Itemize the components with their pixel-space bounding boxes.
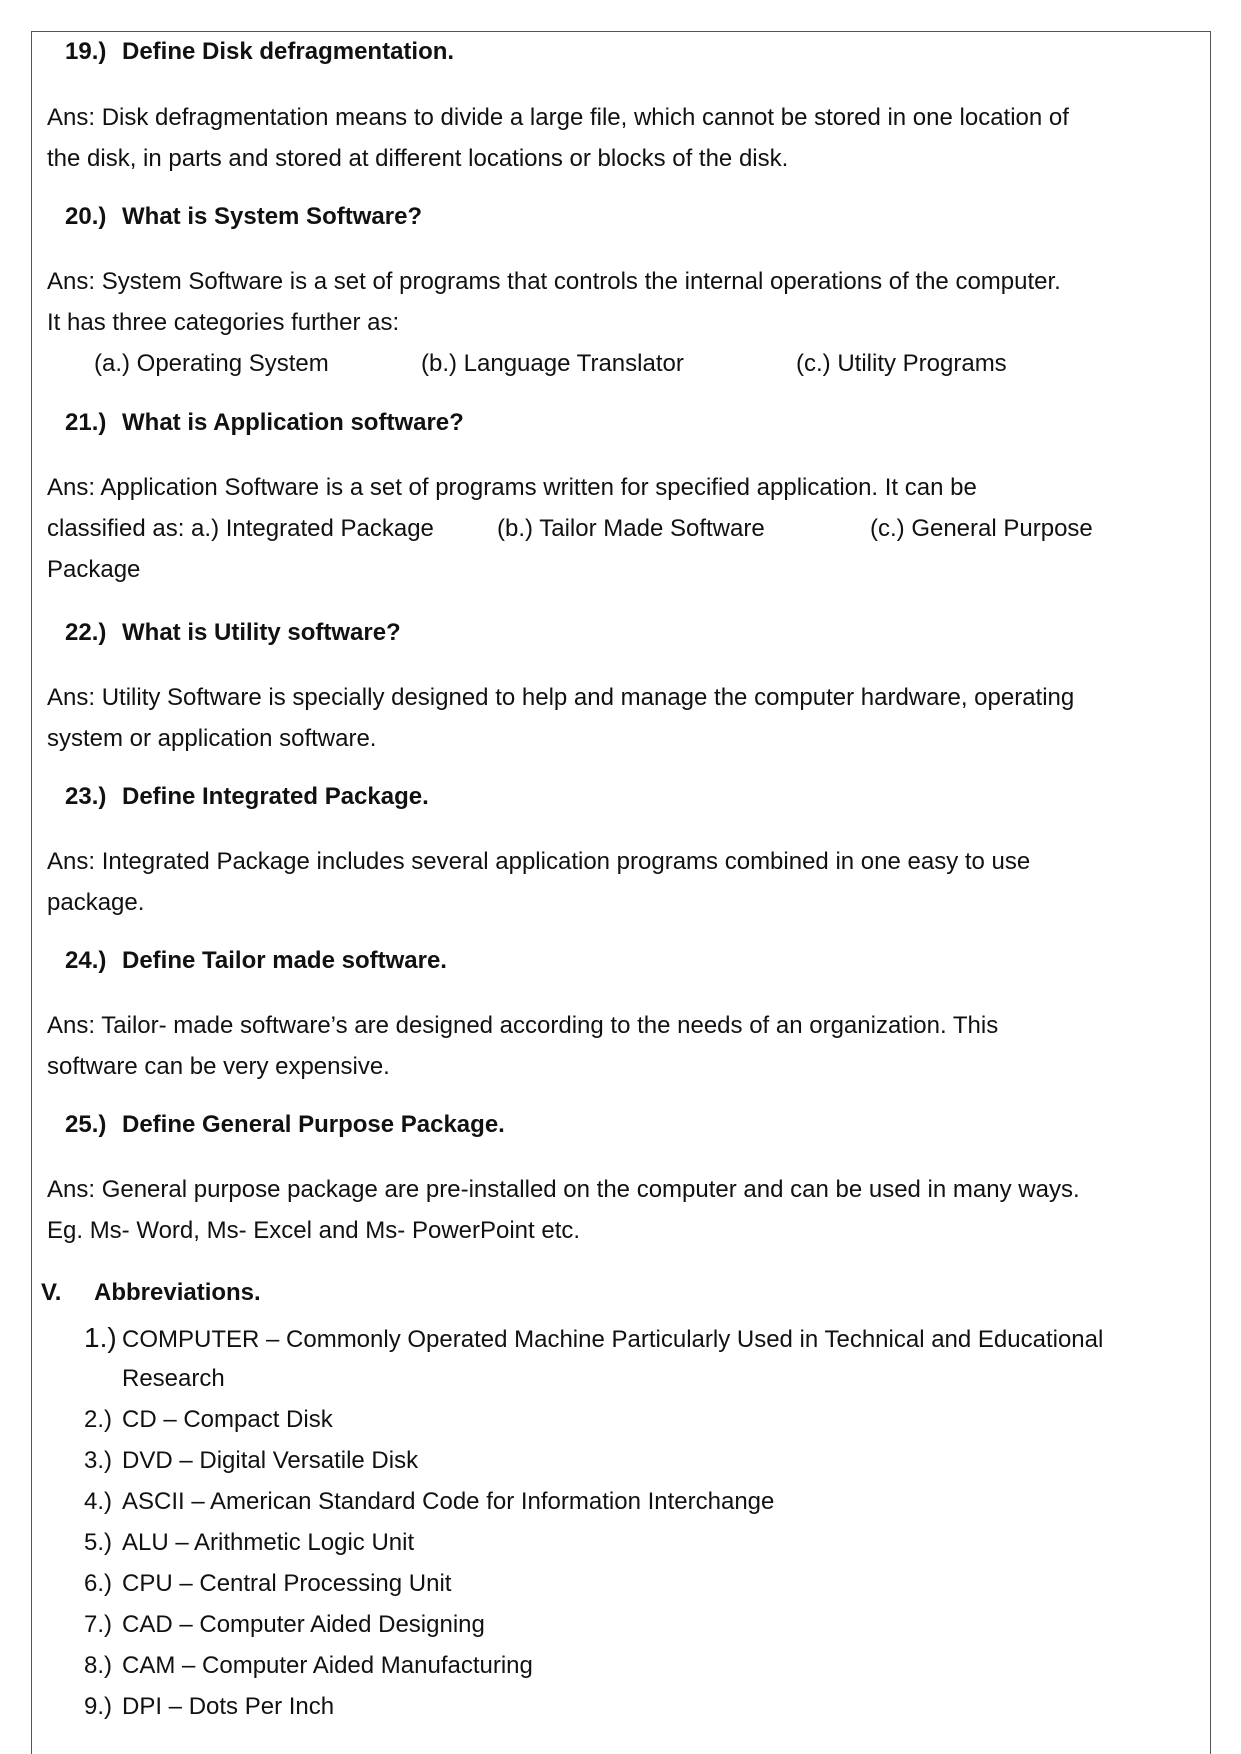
answer-line: software can be very expensive. [47,1053,390,1080]
abbreviation-text: ASCII – American Standard Code for Information Interchange [122,1488,775,1515]
option-item: (b.) Tailor Made Software [497,515,765,542]
question-heading [65,409,464,437]
question-title: What is Application software? [122,409,464,436]
abbreviation-number: 4.) [84,1488,113,1515]
question-number: 25.) [65,1111,107,1138]
answer-text [47,261,1207,343]
answer-line: Ans: Tailor- made software’s are designed according to the needs of an organization. This [47,1012,999,1039]
answer-line: system or application software. [47,725,377,752]
question-number: 24.) [65,947,107,974]
abbreviation-item [84,1652,533,1680]
answer-line: package. [47,889,145,916]
question-title: Define Tailor made software. [122,947,447,974]
answer-line: It has three categories further as: [47,309,400,336]
question-heading [65,1111,505,1139]
question-number: 21.) [65,409,107,436]
answer-line: Ans: Utility Software is specially designed to help and manage the computer hardware, operating [47,684,1075,711]
section-heading [41,1279,261,1307]
abbreviation-number: 1.) [84,1322,117,1353]
answer-line: Ans: System Software is a set of programs that controls the internal operations of the computer. [47,268,1061,295]
abbreviation-text: CAM – Computer Aided Manufacturing [122,1652,533,1679]
question-heading [65,203,422,231]
abbreviation-number: 2.) [84,1406,113,1433]
question-title: Define General Purpose Package. [122,1111,505,1138]
answer-text [47,1169,1207,1251]
answer-line: Ans: General purpose package are pre-installed on the computer and can be used in many ways. [47,1176,1080,1203]
abbreviation-item [84,1322,1103,1354]
question-heading [65,38,454,66]
abbreviation-number: 8.) [84,1652,113,1679]
answer-text [47,677,1207,759]
abbreviation-text: DVD – Digital Versatile Disk [122,1447,419,1474]
question-title: What is Utility software? [122,619,401,646]
answer-line: Ans: Integrated Package includes several application programs combined in one easy to use [47,848,1031,875]
abbreviation-item [84,1529,414,1557]
abbreviation-number: 6.) [84,1570,113,1597]
section-number: V. [41,1279,62,1306]
abbreviation-text: CAD – Computer Aided Designing [122,1611,485,1638]
answer-line: Eg. Ms- Word, Ms- Excel and Ms- PowerPoint etc. [47,1217,581,1244]
answer-text [47,1005,1207,1087]
question-heading [65,619,401,647]
abbreviation-item [84,1611,485,1639]
abbreviation-number: 9.) [84,1693,113,1720]
answer-line: Ans: Application Software is a set of programs written for specified application. It can be [47,474,977,501]
question-title: Define Integrated Package. [122,783,429,810]
question-heading [65,947,447,975]
abbreviation-item [84,1693,334,1721]
abbreviation-number: 5.) [84,1529,113,1556]
answer-line: Ans: Disk defragmentation means to divide a large file, which cannot be stored in one location of [47,104,1069,131]
question-number: 19.) [65,38,107,65]
answer-text [47,97,1207,179]
option-item: (c.) Utility Programs [796,350,1007,377]
abbreviation-text: COMPUTER – Commonly Operated Machine Particularly Used in Technical and Educational [122,1326,1104,1353]
abbreviation-continuation: Research [122,1365,225,1392]
abbreviation-number: 3.) [84,1447,113,1474]
section-title: Abbreviations. [94,1279,261,1306]
answer-line: Package [47,556,141,583]
question-title: Define Disk defragmentation. [122,38,455,65]
question-number: 20.) [65,203,107,230]
question-heading [65,783,429,811]
abbreviation-number: 7.) [84,1611,113,1638]
option-item: (a.) Operating System [94,350,329,377]
answer-text [47,841,1207,923]
abbreviation-text: DPI – Dots Per Inch [122,1693,335,1720]
abbreviation-item [84,1570,451,1598]
abbreviation-text: ALU – Arithmetic Logic Unit [122,1529,415,1556]
abbreviation-item [84,1488,774,1516]
abbreviation-text: CD – Compact Disk [122,1406,333,1433]
answer-line: classified as: a.) Integrated Package [47,515,434,542]
abbreviation-item [84,1447,418,1475]
answer-line: the disk, in parts and stored at different locations or blocks of the disk. [47,145,789,172]
abbreviation-item [84,1406,333,1434]
question-number: 22.) [65,619,107,646]
option-item: (b.) Language Translator [421,350,684,377]
question-title: What is System Software? [122,203,423,230]
question-number: 23.) [65,783,107,810]
abbreviation-text: CPU – Central Processing Unit [122,1570,452,1597]
option-item: (c.) General Purpose [870,515,1093,542]
